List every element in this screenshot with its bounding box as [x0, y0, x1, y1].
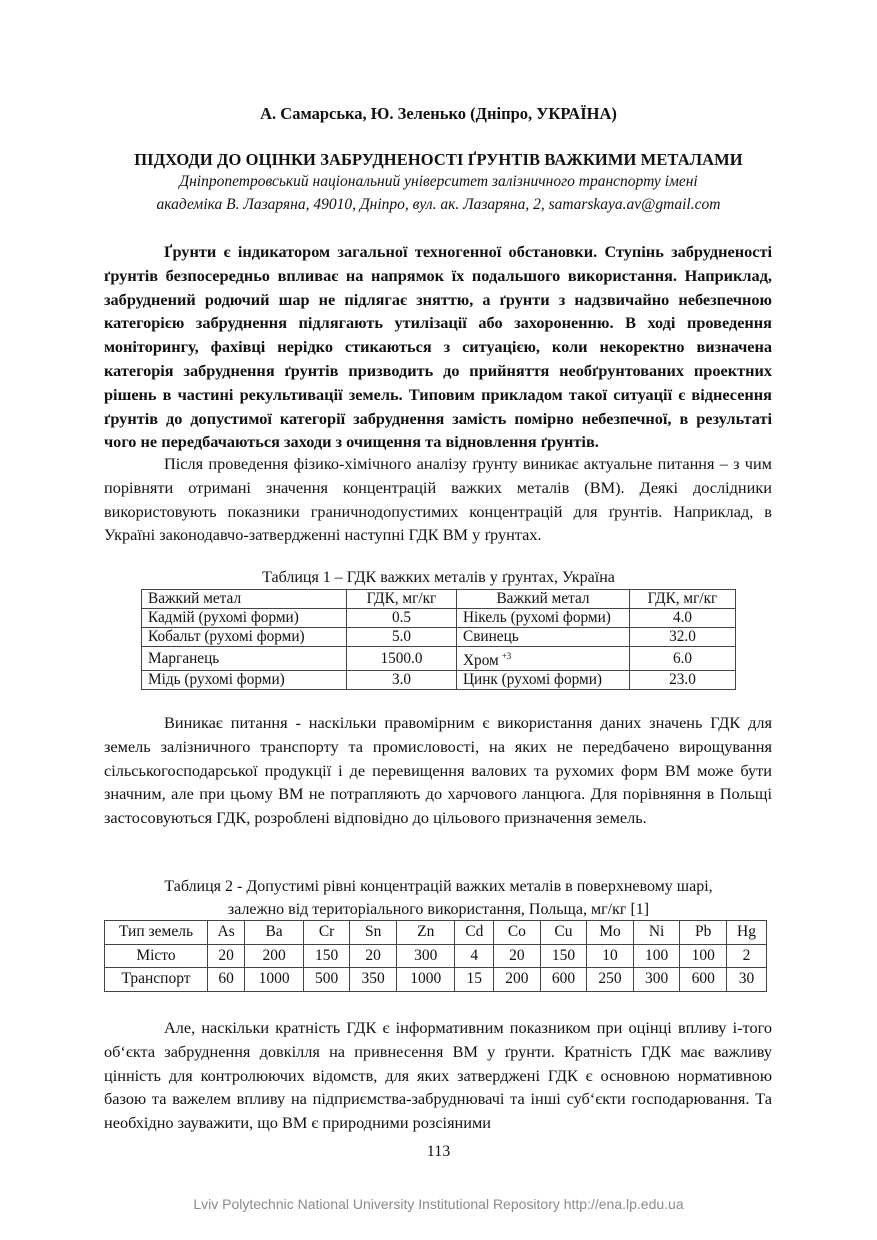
header-cell: Sn	[350, 921, 397, 945]
cell: Місто	[105, 944, 208, 968]
table-header-row	[105, 921, 767, 945]
cell: 20	[350, 944, 397, 968]
cell: 300	[633, 968, 680, 992]
table-1-caption: Таблиця 1 – ГДК важких металів у ґрунтах, Україна	[262, 569, 615, 586]
cell: 4	[455, 944, 494, 968]
header-cell: Тип земель	[105, 921, 208, 945]
header-cell: Pb	[680, 921, 727, 945]
table-header-row	[142, 590, 736, 609]
cell: 2	[726, 944, 766, 968]
cell-text: Хром	[463, 652, 499, 669]
cell: 6.0	[630, 647, 736, 671]
cell: Кадмій (рухомі форми)	[142, 609, 347, 628]
cell: 23.0	[630, 671, 736, 690]
cell: 1500.0	[347, 647, 457, 671]
paper-title: ПІДХОДИ ДО ОЦІНКИ ЗАБРУДНЕНОСТІ ҐРУНТІВ ВАЖКИМИ МЕТАЛАМИ	[134, 150, 743, 169]
cell: 100	[633, 944, 680, 968]
cell-chrome	[457, 647, 630, 671]
table-row	[142, 628, 736, 647]
table-row	[142, 647, 736, 671]
cell: 250	[587, 968, 634, 992]
cell: 60	[208, 968, 245, 992]
table-row	[142, 609, 736, 628]
cell: 32.0	[630, 628, 736, 647]
cell: 0.5	[347, 609, 457, 628]
header-cell: Cr	[303, 921, 350, 945]
cell: 20	[494, 944, 541, 968]
cell: 10	[587, 944, 634, 968]
cell: 500	[303, 968, 350, 992]
table-2-caption-line-1: Таблиця 2 - Допустимі рівні концентрацій важких металів в поверхневому шарі,	[164, 878, 713, 895]
table-2-caption-line-2: залежно від територіального використання, Польща, мг/кг [1]	[227, 901, 650, 918]
table-row	[142, 671, 736, 690]
cell: 3.0	[347, 671, 457, 690]
cell: 5.0	[347, 628, 457, 647]
cell: 200	[494, 968, 541, 992]
cell: Кобальт (рухомі форми)	[142, 628, 347, 647]
cell: 200	[245, 944, 304, 968]
cell: 300	[396, 944, 455, 968]
header-cell: As	[208, 921, 245, 945]
cell: Транспорт	[105, 968, 208, 992]
body-paragraph-4: Але, наскільки кратність ГДК є інформативним показником при оцінці впливу і-того об‘єкта забруднення довкілля на привнесення ВМ у ґрунти. Кратність ГДК має важливу цінність для контролюючих відомств, для яких затверджені ГДК є основною нормативною базою та важелем впливу на підприємства-забруднювачі та інші суб‘єкти господарювання. Та необхідно зауважити, що ВМ є природними розсіяними	[104, 1018, 772, 1133]
cell: 150	[540, 944, 587, 968]
header-cell: Hg	[726, 921, 766, 945]
cell: 20	[208, 944, 245, 968]
table-2-caption	[0, 875, 877, 921]
affiliation-line-2: академіка В. Лазаряна, 49010, Дніпро, вул. ак. Лазаряна, 2, samarskaya.av@gmail.com	[156, 196, 721, 213]
authors: А. Самарська, Ю. Зеленько (Дніпро, УКРАЇНА)	[260, 104, 617, 123]
header-cell: ГДК, мг/кг	[347, 590, 457, 609]
cell: Свинець	[457, 628, 630, 647]
cell: 1000	[396, 968, 455, 992]
header-cell: Важкий метал	[457, 590, 630, 609]
cell: 150	[303, 944, 350, 968]
cell: 1000	[245, 968, 304, 992]
cell: 4.0	[630, 609, 736, 628]
table-2-poland-levels	[104, 920, 767, 992]
cell: Мідь (рухомі форми)	[142, 671, 347, 690]
affiliation-line-1: Дніпропетровський національний університет залізничного транспорту імені	[179, 173, 698, 190]
cell: 600	[680, 968, 727, 992]
cell: Марганець	[142, 647, 347, 671]
table-1-mpc-ukraine	[141, 589, 736, 690]
header-cell: Ni	[633, 921, 680, 945]
cell: 100	[680, 944, 727, 968]
table-row	[105, 944, 767, 968]
header-cell: Zn	[396, 921, 455, 945]
header-cell: Ba	[245, 921, 304, 945]
header-cell: Cu	[540, 921, 587, 945]
header-cell: Важкий метал	[142, 590, 347, 609]
header-cell: Co	[494, 921, 541, 945]
superscript: +3	[501, 651, 512, 661]
cell: 30	[726, 968, 766, 992]
abstract-paragraph: Ґрунти є індикатором загальної техногенної обстановки. Ступінь забрудненості ґрунтів безпосередньо впливає на напрямок їх подальшого використання. Наприклад, забруднений родючий шар не підлягає зняттю, а ґрунти з надзвичайно небезпечною категорією забруднення підлягають утилізації або захороненню. В ході проведення моніторингу, фахівці нерідко стикаються з ситуацією, коли некоректно визначена категорія забруднення ґрунтів призводить до прийняття необґрунтованих проектних рішень в частині рекультивації земель. Типовим прикладом такої ситуації є віднесення ґрунтів до допустимої категорії забруднення замість помірно небезпечної, в результаті чого не передбачаються заходи з очищення та відновлення ґрунтів.	[104, 242, 772, 452]
body-paragraph-3: Виникає питання - наскільки правомірним є використання даних значень ГДК для земель залізничного транспорту та промисловості, на яких не передбачено вирощування сільськогосподарської продукції і де перевищення валових та рухомих форм ВМ може бути значним, але при цьому ВМ не потрапляють до харчового ланцюга. Для порівняння в Польщі застосовуються ГДК, розроблені відповідно до цільового призначення земель.	[104, 713, 772, 828]
repository-footer: Lviv Polytechnic National University Institutional Repository http://ena.lp.edu.ua	[193, 1196, 684, 1212]
cell: 350	[350, 968, 397, 992]
header-cell: Cd	[455, 921, 494, 945]
cell: Цинк (рухомі форми)	[457, 671, 630, 690]
table-row	[105, 968, 767, 992]
cell: 15	[455, 968, 494, 992]
page-number: 113	[426, 1143, 451, 1160]
body-paragraph-2: Після проведення фізико-хімічного аналізу ґрунту виникає актуальне питання – з чим порівняти отримані значення концентрацій важких металів (ВМ). Деякі дослідники використовують показники граничнодопустимих концентрацій для ґрунтів. Наприклад, в Україні законодавчо-затвердженні наступні ГДК ВМ у ґрунтах.	[104, 454, 772, 545]
cell: 600	[540, 968, 587, 992]
header-cell: ГДК, мг/кг	[630, 590, 736, 609]
cell: Нікель (рухомі форми)	[457, 609, 630, 628]
header-cell: Mo	[587, 921, 634, 945]
